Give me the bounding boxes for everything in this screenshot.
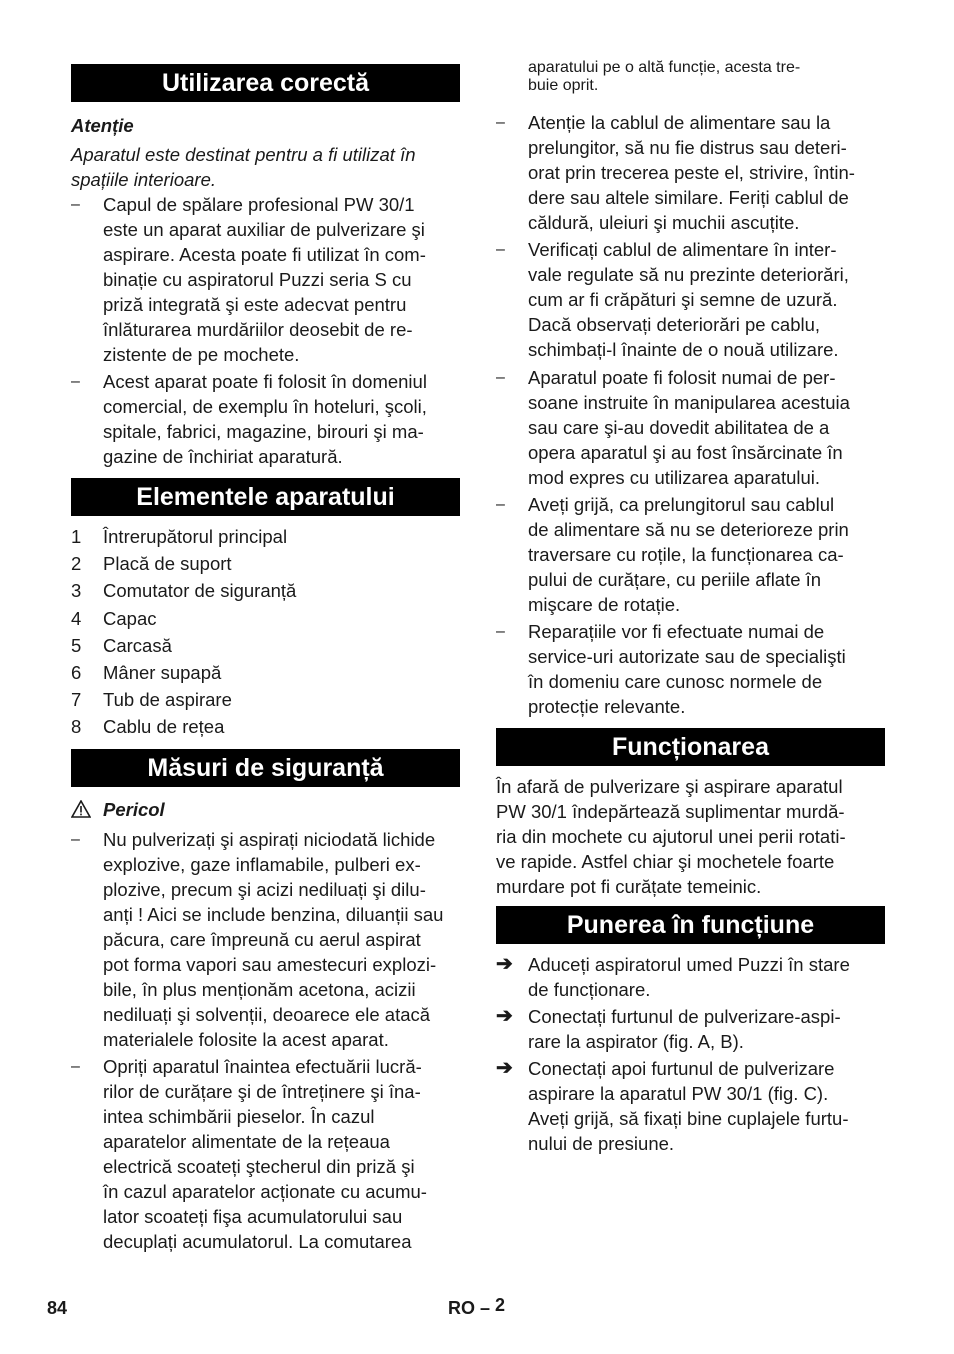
dash-bullet: – bbox=[71, 1058, 80, 1075]
text-line: Verificați cablul de alimentare în inter- bbox=[528, 239, 837, 260]
text-line: priză integrată şi este adecvat pentru bbox=[103, 294, 407, 315]
item-text bbox=[103, 827, 460, 1052]
attention-label: Atenție bbox=[71, 115, 134, 136]
text-line: orat prin trecerea peste el, strivire, întin- bbox=[528, 162, 855, 183]
section-title-utilizarea-corecta: Utilizarea corectă bbox=[71, 64, 460, 102]
element-label: Cablu de rețea bbox=[103, 716, 225, 738]
text-line: Conectați apoi furtunul de pulverizare bbox=[528, 1058, 835, 1079]
text-line: electrică scoateți ştecherul din priză şi bbox=[103, 1156, 415, 1177]
text-line: rilor de curățare şi de întreținere şi îna- bbox=[103, 1081, 421, 1102]
text-line: înlăturarea murdăriilor deosebit de re- bbox=[103, 319, 413, 340]
item-text bbox=[103, 1054, 460, 1254]
warning-triangle-icon bbox=[71, 800, 91, 818]
dash-bullet: – bbox=[496, 241, 505, 258]
text-line: service-uri autorizate sau de specialişti bbox=[528, 646, 846, 667]
text-line: sau care şi-au dovedit abilitatea de a bbox=[528, 417, 830, 438]
page-number: 84 bbox=[47, 1298, 68, 1318]
item-text bbox=[528, 237, 885, 362]
section-title-elementele-aparatului: Elementele aparatului bbox=[71, 478, 460, 516]
text-line: mişcare de rotație. bbox=[528, 594, 681, 615]
element-number: 3 bbox=[71, 580, 82, 602]
dash-bullet: – bbox=[71, 831, 80, 848]
dash-bullet: – bbox=[496, 369, 505, 386]
text-line: dere sau altele similare. Feriți cablul de bbox=[528, 187, 849, 208]
dash-bullet: – bbox=[71, 373, 80, 390]
footer-subpage: 2 bbox=[495, 1295, 506, 1315]
element-number: 1 bbox=[71, 526, 82, 547]
text-line: gazine de închiriat aparatură. bbox=[103, 446, 343, 467]
item-text bbox=[528, 1004, 885, 1054]
danger-label: Pericol bbox=[103, 799, 165, 820]
text-line: Reparațiile vor fi efectuate numai de bbox=[528, 621, 825, 642]
text-line: de funcționare. bbox=[528, 979, 651, 1000]
text-line: pului de curățare, cu periile aflate în bbox=[528, 569, 822, 590]
element-label: Carcasă bbox=[103, 634, 172, 656]
text-line: este un aparat auxiliar de pulverizare şi bbox=[103, 219, 425, 240]
text-line: Opriți aparatul înaintea efectuării lucră- bbox=[103, 1056, 422, 1077]
text-line: Capul de spălare profesional PW 30/1 bbox=[103, 194, 415, 215]
dash-bullet: – bbox=[71, 196, 80, 213]
element-label: Placă de suport bbox=[103, 553, 232, 575]
text-line: Acest aparat poate fi folosit în domeniul bbox=[103, 371, 427, 392]
text-line: Atenție la cablul de alimentare sau la bbox=[528, 112, 831, 133]
page-footer-label bbox=[448, 1295, 506, 1319]
dash-bullet: – bbox=[496, 114, 505, 131]
text-line: rare la aspirator (fig. A, B). bbox=[528, 1031, 744, 1052]
text-line: păcura, care împreună cu aerul aspirat bbox=[103, 929, 421, 950]
text-line: nului de presiune. bbox=[528, 1133, 675, 1154]
text-line: explozive, gaze inflamabile, pulberi ex- bbox=[103, 854, 421, 875]
text-line: Aveți grijă, să fixați bine cuplajele furtu- bbox=[528, 1108, 849, 1129]
dash-bullet: – bbox=[496, 496, 505, 513]
element-number: 8 bbox=[71, 716, 82, 738]
text-line: în domeniu care cunosc normele de bbox=[528, 671, 823, 692]
text-line: protecție relevante. bbox=[528, 696, 686, 717]
text-line: schimbați-l înainte de o nouă utilizare. bbox=[528, 339, 839, 360]
item-text bbox=[528, 110, 885, 235]
text-line: Nu pulverizați şi aspirați niciodată lichide bbox=[103, 829, 436, 850]
attention-text bbox=[71, 142, 460, 192]
text-line: binație cu aspiratorul Puzzi seria S cu bbox=[103, 269, 412, 290]
text-line: materialele folosite la acest aparat. bbox=[103, 1029, 389, 1050]
text-line: anți ! Aici se include benzina, diluanții sau bbox=[103, 904, 444, 925]
text-line: Aveți grijă, ca prelungitorul sau cablul bbox=[528, 494, 835, 515]
text-line: mod expres cu utilizarea aparatului. bbox=[528, 467, 821, 488]
text-line: comercial, de exemplu în hoteluri, şcoli, bbox=[103, 396, 427, 417]
text-line: lator scoateți fişa acumulatorului sau bbox=[103, 1206, 403, 1227]
text-line: prelungitor, să nu fie distrus sau deteri- bbox=[528, 137, 847, 158]
text-line: opera aparatul şi au fost însărcinate în bbox=[528, 442, 843, 463]
element-number: 5 bbox=[71, 634, 82, 656]
text-line: pot forma vapori sau amestecuri explozi- bbox=[103, 954, 437, 975]
text-line: soane instruite în manipularea acestuia bbox=[528, 392, 850, 413]
text-line: bile, în plus menționăm acetona, acizii bbox=[103, 979, 416, 1000]
item-text bbox=[528, 365, 885, 490]
text-line: decuplați acumulatorul. La comutarea bbox=[103, 1231, 412, 1252]
text-line: PW 30/1 îndepărtează suplimentar murdă- bbox=[496, 801, 845, 822]
footer-lang: RO bbox=[448, 1298, 475, 1318]
dash-bullet: – bbox=[496, 623, 505, 640]
element-label: Întrerupătorul principal bbox=[103, 526, 288, 547]
item-text bbox=[528, 1056, 885, 1156]
text-line: vale regulate să nu prezinte deteriorări, bbox=[528, 264, 849, 285]
continued-text bbox=[528, 59, 885, 95]
text-line: intea schimbării pieselor. În cazul bbox=[103, 1106, 375, 1127]
text-line: traversare cu roțile, la funcționarea ca- bbox=[528, 544, 844, 565]
element-label: Capac bbox=[103, 607, 157, 629]
text-line: spitale, fabrici, magazine, birouri şi ma- bbox=[103, 421, 424, 442]
text-line: plozive, precum şi acizi nediluați şi dilu- bbox=[103, 879, 426, 900]
item-text bbox=[528, 619, 885, 719]
section-title-functionarea: Funcționarea bbox=[496, 728, 885, 766]
element-number: 4 bbox=[71, 607, 82, 629]
item-text bbox=[528, 952, 885, 1002]
text-line: nediluați şi solvenții, deoarece ele atacă bbox=[103, 1004, 431, 1025]
text-line: Dacă observați deteriorări pe cablu, bbox=[528, 314, 821, 335]
arrow-right-icon: ➔ bbox=[496, 953, 513, 975]
text-line: ria din mochete cu ajutorul unei perii rotati- bbox=[496, 826, 846, 847]
element-number: 7 bbox=[71, 689, 82, 711]
text-line: zistente de pe mochete. bbox=[103, 344, 300, 365]
text-line: ve rapide. Astfel chiar şi mochetele foarte bbox=[496, 851, 835, 872]
text-line: aparatului pe o altă funcție, acesta tre- bbox=[528, 59, 801, 76]
item-text bbox=[528, 492, 885, 617]
text-line: de alimentare să nu se deterioreze prin bbox=[528, 519, 849, 540]
text-line: murdare pot fi curățate temeinic. bbox=[496, 876, 762, 897]
text-line: Conectați furtunul de pulverizare-aspi- bbox=[528, 1006, 841, 1027]
arrow-right-icon: ➔ bbox=[496, 1005, 513, 1027]
text-line: Aduceți aspiratorul umed Puzzi în stare bbox=[528, 954, 850, 975]
element-number: 2 bbox=[71, 553, 82, 575]
text-line: aparatelor alimentate de la rețeaua bbox=[103, 1131, 390, 1152]
text-line: Aparatul poate fi folosit numai de per- bbox=[528, 367, 836, 388]
text-line: aspirare la aparatul PW 30/1 (fig. C). bbox=[528, 1083, 829, 1104]
functionarea-text bbox=[496, 774, 885, 899]
element-number: 6 bbox=[71, 662, 82, 683]
element-label: Comutator de siguranță bbox=[103, 580, 297, 602]
text-line: cum ar fi crăpături şi semne de uzură. bbox=[528, 289, 838, 310]
section-title-masuri-de-siguranta: Măsuri de siguranță bbox=[71, 749, 460, 787]
arrow-right-icon: ➔ bbox=[496, 1057, 513, 1079]
item-text bbox=[103, 192, 460, 367]
text-line: spațiile interioare. bbox=[71, 169, 216, 190]
text-line: în cazul aparatelor acționate cu acumu- bbox=[103, 1181, 427, 1202]
text-line: căldură, uleiuri şi muchii ascuțite. bbox=[528, 212, 800, 233]
text-line: buie oprit. bbox=[528, 77, 599, 94]
section-title-punerea-in-functiune: Punerea în funcțiune bbox=[496, 906, 885, 944]
element-label: Mâner supapă bbox=[103, 662, 222, 683]
footer-sep: – bbox=[480, 1298, 491, 1318]
item-text bbox=[103, 369, 460, 469]
text-line: În afară de pulverizare şi aspirare aparatul bbox=[496, 776, 843, 797]
text-line: aspirare. Acesta poate fi utilizat în com- bbox=[103, 244, 426, 265]
text-line: Aparatul este destinat pentru a fi utilizat în bbox=[71, 144, 416, 165]
element-label: Tub de aspirare bbox=[103, 689, 232, 711]
